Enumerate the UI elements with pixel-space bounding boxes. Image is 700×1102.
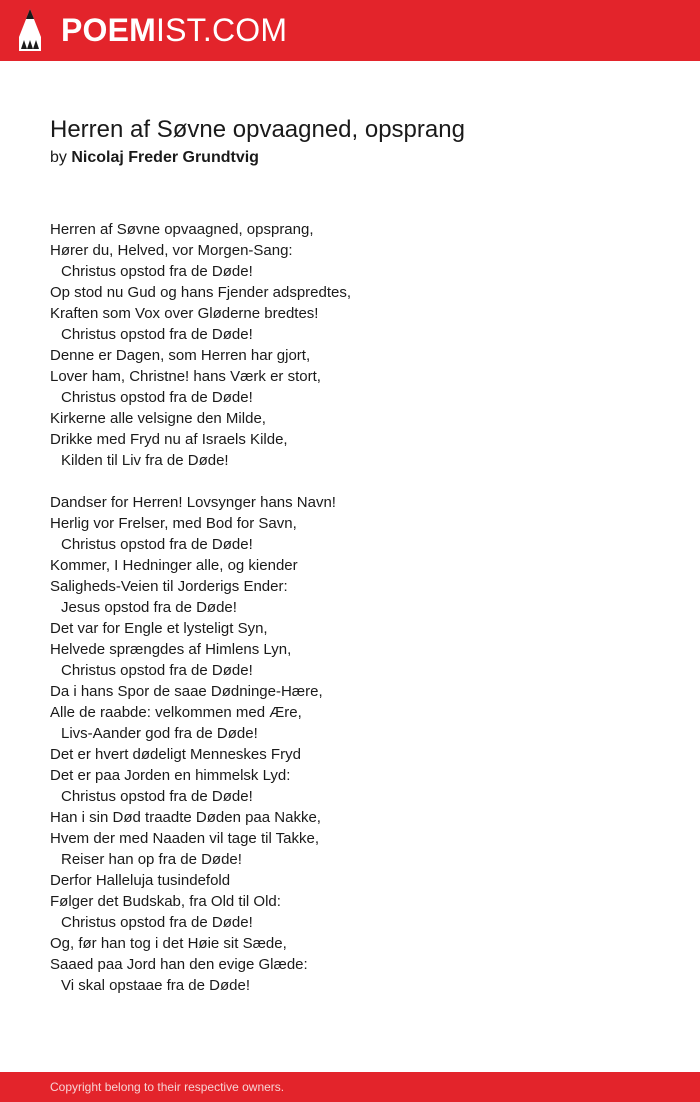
logo-light-text: IST.COM: [156, 12, 288, 48]
refrain-line: Christus opstod fra de Døde!: [61, 536, 253, 553]
refrain-line: Kilden til Liv fra de Døde!: [61, 452, 229, 469]
poem-line: Lover ham, Christne! hans Værk er stort,: [50, 368, 321, 385]
by-label: by: [50, 149, 67, 166]
refrain-line: Jesus opstod fra de Døde!: [61, 599, 237, 616]
refrain-line: Christus opstod fra de Døde!: [61, 914, 253, 931]
refrain-line: Christus opstod fra de Døde!: [61, 326, 253, 343]
poem-title: Herren af Søvne opvaagned, opsprang: [50, 116, 465, 143]
poem-line: Hører du, Helved, vor Morgen-Sang:: [50, 242, 293, 259]
refrain-line: Vi skal opstaae fra de Døde!: [61, 977, 250, 994]
byline: [50, 149, 259, 167]
stanza: [50, 219, 670, 471]
author-name: Nicolaj Freder Grundtvig: [71, 149, 259, 166]
stanza: [50, 492, 670, 996]
copyright-notice: Copyright belong to their respective owners.: [50, 1080, 285, 1094]
poem-line: Hvem der med Naaden vil tage til Takke,: [50, 830, 320, 847]
poem-line: Det var for Engle et lysteligt Syn,: [50, 620, 268, 637]
poem-line: Drikke med Fryd nu af Israels Kilde,: [50, 431, 288, 448]
poem-line: Saaed paa Jord han den evige Glæde:: [50, 956, 308, 973]
poem-line: Derfor Halleluja tusindefold: [50, 872, 231, 889]
poem-line: Kraften som Vox over Gløderne bredtes!: [50, 305, 319, 322]
poem-line: Op stod nu Gud og hans Fjender adspredtes,: [50, 284, 352, 301]
logo-bold-text: POEM: [61, 12, 157, 48]
poem-line: Saligheds-Veien til Jorderigs Ender:: [50, 578, 288, 595]
poem-line: Det er hvert dødeligt Menneskes Fryd: [50, 746, 301, 763]
poem-line: Han i sin Død traadte Døden paa Nakke,: [50, 809, 321, 826]
poem-line: Alle de raabde: velkommen med Ære,: [50, 704, 302, 721]
refrain-line: Reiser han op fra de Døde!: [61, 851, 242, 868]
poem-line: Denne er Dagen, som Herren har gjort,: [50, 347, 311, 364]
poem-line: Det er paa Jorden en himmelsk Lyd:: [50, 767, 291, 784]
poem-body: [50, 219, 670, 1017]
site-footer: [0, 1072, 700, 1102]
refrain-line: Christus opstod fra de Døde!: [61, 788, 253, 805]
refrain-line: Christus opstod fra de Døde!: [61, 389, 253, 406]
pencil-icon[interactable]: [17, 9, 43, 51]
site-logo[interactable]: [61, 11, 287, 49]
poem-line: Dandser for Herren! Lovsynger hans Navn!: [50, 494, 336, 511]
refrain-line: Christus opstod fra de Døde!: [61, 263, 253, 280]
poem-line: Herlig vor Frelser, med Bod for Savn,: [50, 515, 297, 532]
poem-line: Følger det Budskab, fra Old til Old:: [50, 893, 281, 910]
poem-line: Da i hans Spor de saae Dødninge-Hære,: [50, 683, 323, 700]
poem-line: Kommer, I Hedninger alle, og kiender: [50, 557, 298, 574]
poem-line: Helvede sprængdes af Himlens Lyn,: [50, 641, 292, 658]
site-header: [0, 0, 700, 61]
poem-line: Herren af Søvne opvaagned, opsprang,: [50, 221, 314, 238]
refrain-line: Livs-Aander god fra de Døde!: [61, 725, 258, 742]
poem-line: Og, før han tog i det Høie sit Sæde,: [50, 935, 287, 952]
refrain-line: Christus opstod fra de Døde!: [61, 662, 253, 679]
poem-line: Kirkerne alle velsigne den Milde,: [50, 410, 266, 427]
